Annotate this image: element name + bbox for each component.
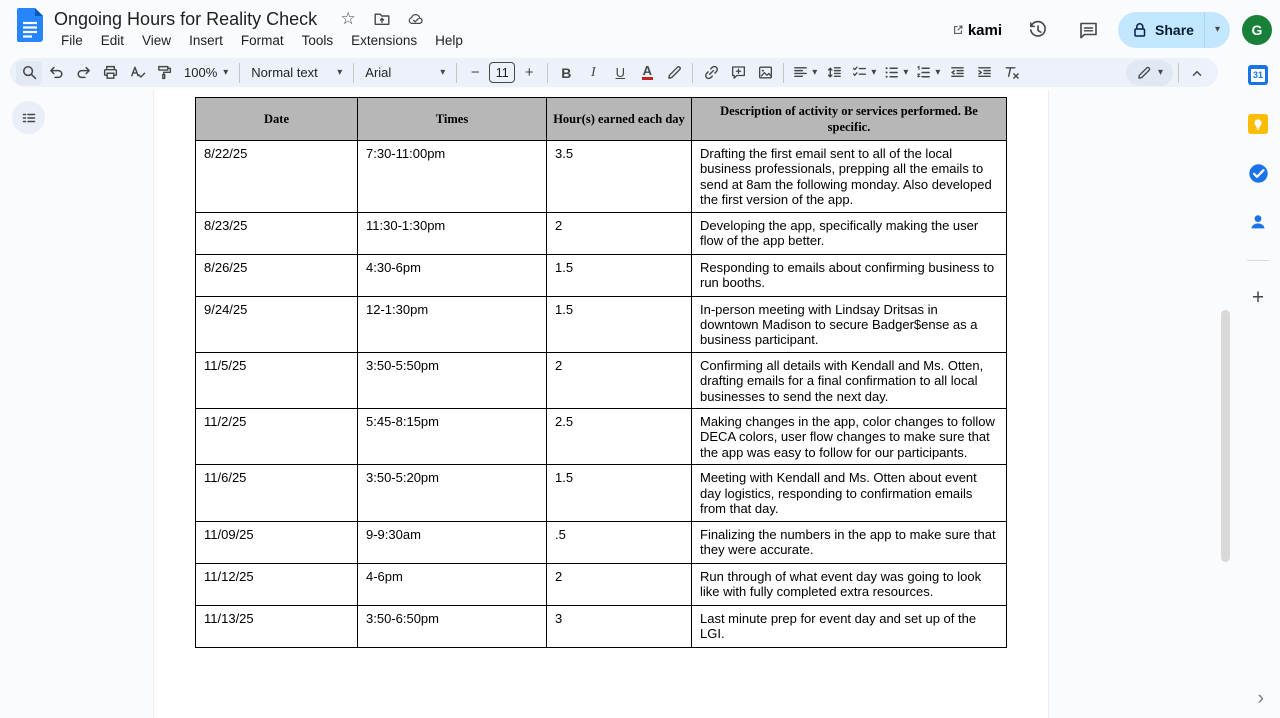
cell-hours[interactable]: 2	[547, 212, 692, 254]
cell-date[interactable]: 11/12/25	[196, 563, 358, 605]
keep-icon	[1248, 114, 1268, 134]
font-size-input[interactable]: 11	[489, 62, 515, 83]
open-in-new-icon	[952, 24, 964, 36]
menu-item[interactable]: Help	[435, 33, 463, 48]
plus-icon: +	[524, 64, 534, 81]
search-icon	[21, 64, 38, 81]
table-row	[196, 465, 1007, 521]
menu-item[interactable]: File	[61, 33, 83, 48]
document-canvas	[0, 90, 1280, 718]
cell-description[interactable]: Meeting with Kendall and Ms. Otten about event day logistics, responding to confirmation emails from that day.	[692, 465, 1007, 521]
account-avatar[interactable]: G	[1242, 15, 1272, 45]
insert-link-button[interactable]	[698, 61, 724, 85]
google-docs-logo-icon[interactable]	[17, 8, 43, 42]
vertical-scrollbar[interactable]	[1221, 310, 1230, 562]
menu-item[interactable]: Insert	[189, 33, 223, 48]
menu-item[interactable]: Tools	[301, 33, 334, 48]
caret-down-icon: ▾	[903, 66, 909, 78]
bulleted-list-icon	[883, 64, 900, 81]
outline-icon	[20, 109, 38, 127]
cell-description[interactable]: Last minute prep for event day and set up of the LGI.	[692, 605, 1007, 647]
document-status-button[interactable]	[407, 10, 425, 28]
cell-description[interactable]: Drafting the first email sent to all of the local business professionals, prepping all the emails to send at 8am the following monday. Also developed the first version of the app.	[692, 141, 1007, 213]
cell-times[interactable]: 3:50-5:50pm	[358, 352, 547, 408]
cell-times[interactable]: 7:30-11:00pm	[358, 141, 547, 213]
caret-down-icon: ▾	[812, 66, 818, 78]
cell-description[interactable]: In-person meeting with Lindsay Dritsas in downtown Madison to secure Badger$ense as a business participant.	[692, 296, 1007, 352]
table-row	[196, 352, 1007, 408]
italic-button[interactable]	[580, 61, 606, 85]
paint-format-icon	[156, 64, 173, 81]
add-comment-button[interactable]	[725, 61, 751, 85]
cell-description[interactable]: Responding to emails about confirming business to run booths.	[692, 254, 1007, 296]
numbered-list-button[interactable]	[912, 61, 943, 85]
table-header-row	[196, 98, 1007, 141]
bold-button[interactable]	[553, 61, 579, 85]
hide-menus-button[interactable]	[1184, 61, 1210, 85]
clear-formatting-icon	[1003, 64, 1020, 81]
numbered-list-icon	[915, 64, 932, 81]
star-button[interactable]	[339, 10, 357, 28]
toolbar-divider	[1178, 63, 1179, 83]
app-header	[0, 0, 1280, 56]
cell-hours[interactable]: 2	[547, 352, 692, 408]
cell-date[interactable]: 11/13/25	[196, 605, 358, 647]
contacts-button[interactable]	[1247, 211, 1269, 233]
underline-button[interactable]	[607, 61, 633, 85]
underline-icon: U	[615, 65, 625, 80]
table-header-cell[interactable]: Hour(s) earned each day	[547, 98, 692, 141]
print-button[interactable]	[97, 61, 123, 85]
cell-date[interactable]: 8/23/25	[196, 212, 358, 254]
share-dropdown[interactable]	[1205, 12, 1230, 48]
cell-date[interactable]: 8/22/25	[196, 141, 358, 213]
cell-times[interactable]: 4-6pm	[358, 563, 547, 605]
cell-date[interactable]: 11/09/25	[196, 521, 358, 563]
increase-font-size-button[interactable]	[516, 61, 542, 85]
minus-icon: −	[470, 64, 480, 81]
zoom-value: 100%	[184, 65, 218, 80]
cell-hours[interactable]: 3.5	[547, 141, 692, 213]
zoom-select[interactable]	[178, 61, 234, 85]
cell-hours[interactable]: 1.5	[547, 465, 692, 521]
cell-date[interactable]: 11/2/25	[196, 409, 358, 465]
document-page	[153, 90, 1049, 718]
keep-button[interactable]	[1247, 113, 1269, 135]
cell-date[interactable]: 8/26/25	[196, 254, 358, 296]
contacts-icon	[1248, 212, 1268, 232]
hours-table	[195, 97, 1007, 648]
comment-icon	[1078, 20, 1099, 41]
document-title[interactable]: Ongoing Hours for Reality Check	[54, 9, 318, 29]
font-select[interactable]	[359, 61, 451, 85]
chevron-up-icon	[1189, 65, 1205, 81]
insert-image-button[interactable]	[752, 61, 778, 85]
cell-hours[interactable]: .5	[547, 521, 692, 563]
cell-description[interactable]: Developing the app, specifically making the user flow of the app better.	[692, 212, 1007, 254]
cell-hours[interactable]: 2.5	[547, 409, 692, 465]
print-icon	[102, 64, 119, 81]
share-label: Share	[1155, 22, 1194, 38]
toolbar-divider	[547, 63, 548, 83]
increase-indent-button[interactable]	[971, 61, 997, 85]
cell-times[interactable]: 4:30-6pm	[358, 254, 547, 296]
menu-bar	[54, 32, 470, 49]
toolbar	[10, 58, 1218, 87]
cell-description[interactable]: Run through of what event day was going to look like with fully completed extra resources.	[692, 563, 1007, 605]
decrease-font-size-button[interactable]	[462, 61, 488, 85]
pencil-icon	[1136, 65, 1152, 81]
cell-description[interactable]: Making changes in the app, color changes to follow DECA colors, user flow changes to make sure that the app was easy to follow for our participants.	[692, 409, 1007, 465]
spellcheck-icon	[129, 64, 146, 81]
increase-indent-icon	[976, 64, 993, 81]
bold-icon: B	[561, 64, 572, 81]
undo-icon	[48, 64, 65, 81]
table-row	[196, 563, 1007, 605]
table-row	[196, 296, 1007, 352]
caret-down-icon: ▾	[871, 66, 877, 78]
cell-description[interactable]: Confirming all details with Kendall and Ms. Otten, drafting emails for a final confirmation to all local businesses to send the next day.	[692, 352, 1007, 408]
toolbar-divider	[783, 63, 784, 83]
table-row	[196, 212, 1007, 254]
caret-down-icon: ▾	[1157, 66, 1163, 78]
styles-value: Normal text	[251, 65, 318, 80]
caret-down-icon: ▾	[337, 66, 343, 78]
undo-button[interactable]	[43, 61, 69, 85]
spelling-check-button[interactable]	[124, 61, 150, 85]
history-clock-icon	[1027, 19, 1049, 41]
redo-icon	[75, 64, 92, 81]
table-row	[196, 605, 1007, 647]
table-header-cell[interactable]: Date	[196, 98, 358, 141]
table-row	[196, 521, 1007, 563]
cell-hours[interactable]: 3	[547, 605, 692, 647]
caret-down-icon: ▾	[1214, 24, 1220, 35]
highlight-color-button[interactable]	[661, 61, 687, 85]
text-color-button[interactable]	[634, 61, 660, 85]
editing-mode-button[interactable]	[1126, 60, 1173, 86]
align-button[interactable]	[789, 61, 820, 85]
cell-hours[interactable]: 1.5	[547, 254, 692, 296]
tasks-icon	[1248, 163, 1269, 184]
search-menus-button[interactable]	[16, 61, 42, 85]
redo-button[interactable]	[70, 61, 96, 85]
version-history-button[interactable]	[1018, 10, 1058, 50]
share-main[interactable]	[1118, 12, 1204, 48]
comment-add-icon	[730, 64, 747, 81]
font-value: Arial	[365, 65, 392, 80]
checklist-button[interactable]	[848, 61, 879, 85]
toolbar-row	[0, 56, 1280, 90]
cell-date[interactable]: 11/6/25	[196, 465, 358, 521]
toolbar-divider	[353, 63, 354, 83]
cell-date[interactable]: 11/5/25	[196, 352, 358, 408]
cell-times[interactable]: 3:50-5:20pm	[358, 465, 547, 521]
cell-description[interactable]: Finalizing the numbers in the app to make sure that they were accurate.	[692, 521, 1007, 563]
bulleted-list-button[interactable]	[880, 61, 911, 85]
tasks-button[interactable]	[1247, 162, 1269, 184]
side-panel-divider	[1247, 260, 1269, 261]
table-row	[196, 254, 1007, 296]
calendar-button[interactable]	[1247, 64, 1269, 86]
toolbar-divider	[692, 63, 693, 83]
show-outline-button[interactable]	[12, 101, 45, 134]
decrease-indent-button[interactable]	[944, 61, 970, 85]
menu-item[interactable]: Edit	[100, 33, 125, 48]
companion-side-panel	[1236, 56, 1280, 718]
clear-formatting-button[interactable]	[998, 61, 1024, 85]
cell-hours[interactable]: 2	[547, 563, 692, 605]
calendar-icon: 31	[1248, 65, 1268, 85]
cell-hours[interactable]: 1.5	[547, 296, 692, 352]
caret-down-icon: ▾	[223, 66, 229, 78]
kami-label: kami	[967, 21, 1003, 39]
text-color-icon: A	[642, 63, 652, 78]
paragraph-styles-select[interactable]	[245, 61, 348, 85]
table-row	[196, 141, 1007, 213]
link-icon	[703, 64, 720, 81]
cell-times[interactable]: 5:45-8:15pm	[358, 409, 547, 465]
cell-times[interactable]: 11:30-1:30pm	[358, 212, 547, 254]
highlighter-icon	[666, 64, 683, 81]
table-header-cell[interactable]: Description of activity or services performed. Be specific.	[692, 98, 1007, 141]
line-spacing-icon	[826, 64, 843, 81]
menu-item[interactable]: Format	[240, 33, 284, 48]
decrease-indent-icon	[949, 64, 966, 81]
toolbar-divider	[239, 63, 240, 83]
line-spacing-button[interactable]	[821, 61, 847, 85]
cell-times[interactable]: 3:50-6:50pm	[358, 605, 547, 647]
toolbar-divider	[456, 63, 457, 83]
kami-extension-button[interactable]	[946, 18, 1008, 43]
italic-icon: I	[590, 64, 596, 80]
table-row	[196, 409, 1007, 465]
menu-item[interactable]: Extensions	[351, 33, 418, 48]
table-header-cell[interactable]: Times	[358, 98, 547, 141]
star-icon: ☆	[340, 9, 356, 28]
cloud-saved-icon	[407, 10, 425, 28]
lock-icon	[1132, 22, 1147, 38]
share-button[interactable]	[1118, 12, 1230, 48]
caret-down-icon: ▾	[440, 66, 446, 78]
checklist-icon	[851, 64, 868, 81]
get-addons-button[interactable]: +	[1251, 286, 1265, 309]
move-to-folder-button[interactable]	[373, 10, 391, 28]
cell-date[interactable]: 9/24/25	[196, 296, 358, 352]
show-side-panel-button[interactable]: ›	[1257, 688, 1264, 709]
cell-times[interactable]: 9-9:30am	[358, 521, 547, 563]
menu-item[interactable]: View	[142, 33, 172, 48]
align-left-icon	[792, 64, 809, 81]
folder-move-icon	[373, 10, 391, 28]
paint-format-button[interactable]	[151, 61, 177, 85]
image-icon	[757, 64, 774, 81]
cell-times[interactable]: 12-1:30pm	[358, 296, 547, 352]
comments-button[interactable]	[1068, 10, 1108, 50]
caret-down-icon: ▾	[935, 66, 941, 78]
